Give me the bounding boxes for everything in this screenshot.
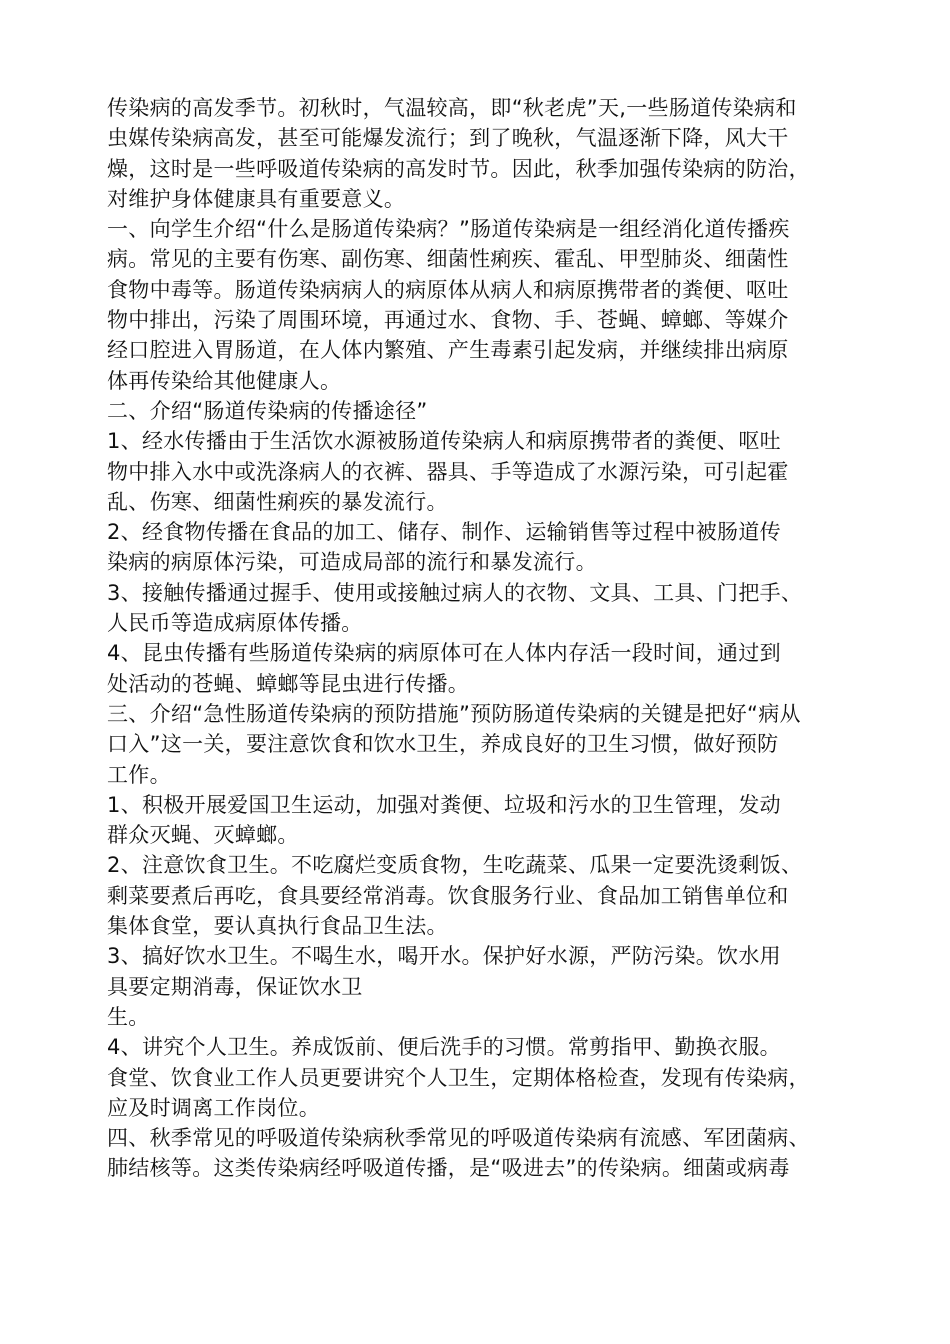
text-line: 染病的病原体污染，可造成局部的流行和暴发流行。 — [107, 550, 597, 575]
text-line: 病。常见的主要有伤寒、副伤寒、细菌性痢疾、霍乱、甲型肺炎、细菌性 — [107, 247, 789, 272]
list-item-line: 3、搞好饮水卫生。不喝生水，喝开水。保护好水源，严防污染。饮水用 — [107, 944, 781, 969]
text-line: 处活动的苍蝇、蟑螂等昆虫进行传播。 — [107, 671, 470, 696]
list-item-line: 4、讲究个人卫生。养成饭前、便后洗手的习惯。常剪指甲、勤换衣服。 — [107, 1035, 781, 1060]
list-item-line: 2、注意饮食卫生。不吃腐烂变质食物，生吃蔬菜、瓜果一定要洗烫剩饭、 — [107, 853, 803, 878]
list-item-line: 1、经水传播由于生活饮水源被肠道传染病人和病原携带者的粪便、呕吐 — [107, 429, 781, 454]
section-heading-line: 四、秋季常见的呼吸道传染病秋季常见的呼吸道传染病有流感、军团菌病、 — [107, 1126, 810, 1151]
text-line: 人民币等造成病原体传播。 — [107, 611, 363, 636]
text-line: 生。 — [107, 1004, 150, 1029]
text-line: 物中排入水中或洗涤病人的衣裤、器具、手等造成了水源污染，可引起霍 — [107, 459, 789, 484]
text-line: 乱、伤寒、细菌性痢疾的暴发流行。 — [107, 489, 448, 514]
text-line: 集体食堂，要认真执行食品卫生法。 — [107, 914, 448, 939]
text-line: 剩菜要煮后再吃，食具要经常消毒。饮食服务行业、食品加工销售单位和 — [107, 883, 789, 908]
document-body — [107, 93, 867, 1184]
text-line: 传染病的高发季节。初秋时，气温较高，即“秋老虎”天,一些肠道传染病和 — [107, 96, 797, 120]
text-line: 肺结核等。这类传染病经呼吸道传播，是“吸进去”的传染病。细菌或病毒 — [107, 1156, 790, 1181]
list-item-line: 4、昆虫传播有些肠道传染病的病原体可在人体内存活一段时间，通过到 — [107, 641, 781, 666]
text-line: 经口腔进入胃肠道，在人体内繁殖、产生毒素引起发病，并继续排出病原 — [107, 338, 789, 363]
text-line: 具要定期消毒，保证饮水卫 — [107, 974, 363, 999]
list-item-line: 1、积极开展爱国卫生运动，加强对粪便、垃圾和污水的卫生管理，发动 — [107, 792, 781, 817]
text-line: 对维护身体健康具有重要意义。 — [107, 186, 406, 211]
text-line: 体再传染给其他健康人。 — [107, 368, 342, 393]
text-line: 工作。 — [107, 762, 171, 787]
text-line: 应及时调离工作岗位。 — [107, 1095, 320, 1120]
text-line: 燥，这时是一些呼吸道传染病的高发时节。因此，秋季加强传染病的防治， — [107, 156, 810, 181]
text-line: 食物中毒等。肠道传染病病人的病原体从病人和病原携带者的粪便、呕吐 — [107, 277, 789, 302]
section-heading-line: 二、介绍“肠道传染病的传播途径” — [107, 398, 428, 423]
text-line: 口入”这一关，要注意饮食和饮水卫生，养成良好的卫生习惯，做好预防 — [107, 732, 779, 757]
text-line: 物中排出，污染了周围环境，再通过水、食物、手、苍蝇、蟑螂、等媒介 — [107, 308, 789, 333]
list-item-line: 2、经食物传播在食品的加工、储存、制作、运输销售等过程中被肠道传 — [107, 520, 781, 545]
text-line: 群众灭蝇、灭蟑螂。 — [107, 823, 299, 848]
text-line: 食堂、饮食业工作人员更要讲究个人卫生，定期体格检查，发现有传染病， — [107, 1065, 810, 1090]
section-heading-line: 三、介绍“急性肠道传染病的预防措施”预防肠道传染病的关键是把好“病从 — [107, 701, 801, 726]
section-heading-line: 一、向学生介绍“什么是肠道传染病？”肠道传染病是一组经消化道传播疾 — [107, 217, 790, 242]
list-item-line: 3、接触传播通过握手、使用或接触过病人的衣物、文具、工具、门把手、 — [107, 580, 803, 605]
text-line: 虫媒传染病高发，甚至可能爆发流行；到了晚秋，气温逐渐下降，风大干 — [107, 126, 789, 151]
